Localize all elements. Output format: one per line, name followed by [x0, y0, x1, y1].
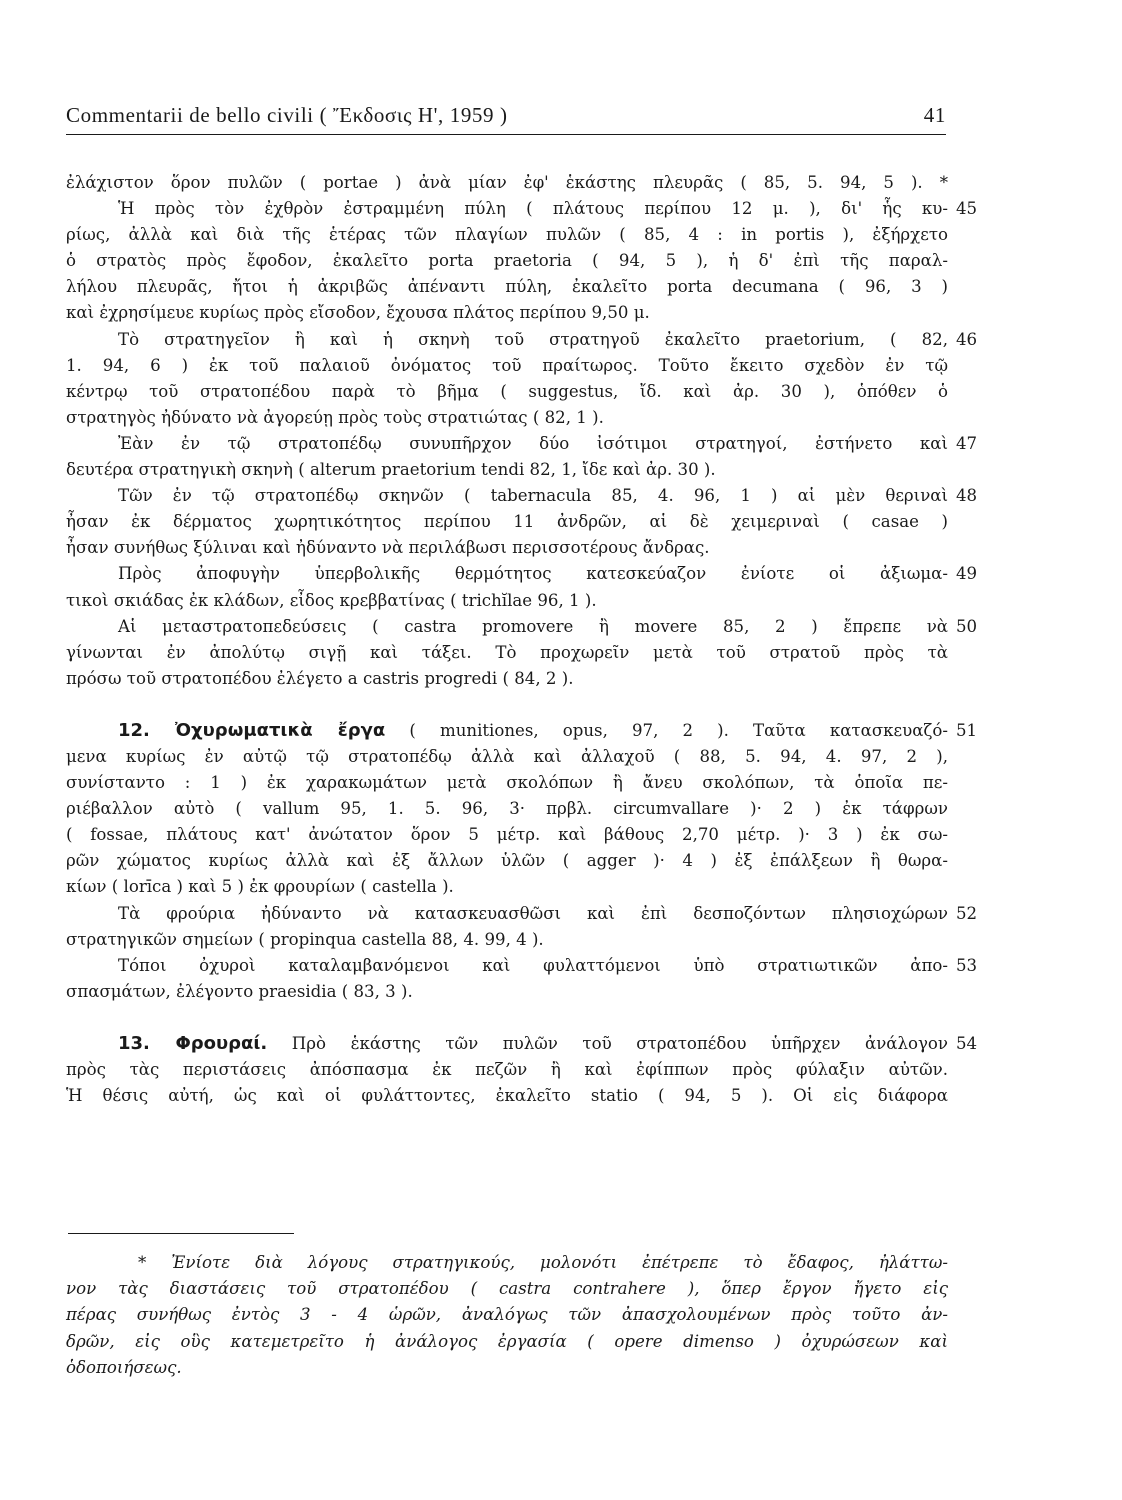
text-line: μενα κυρίως ἐν αὐτῷ τῷ στρατοπέδῳ ἀλλὰ καὶ ἀλλαχοῦ ( 88, 5. 94, 4. 97, 2 ), — [66, 746, 948, 766]
text-line: ἦσαν ἐκ δέρματος χωρητικότητος περίπου 11 ἀνδρῶν, αἱ δὲ χειμεριναὶ ( casae ) — [66, 512, 948, 532]
text-line: Αἱ μεταστρατοπεδεύσεις ( castra promovere ἢ movere 85, 2 ) ἔπρεπε νὰ 50 — [66, 614, 948, 640]
main-text — [66, 170, 978, 1109]
footnote-line: πέρας συνήθως ἐντὸς 3 - 4 ὡρῶν, ἀναλόγως τῶν ἀπασχολουμένων πρὸς τοῦτο ἀν- — [66, 1305, 948, 1325]
margin-number: 47 — [956, 433, 978, 453]
text-line: Τὸ στρατηγεῖον ἢ καὶ ἡ σκηνὴ τοῦ στρατηγοῦ ἐκαλεῖτο praetorium, ( 82, 46 — [66, 327, 948, 353]
text-line: λήλου πλευρᾶς, ἤτοι ἡ ἀκριβῶς ἀπέναντι πύλη, ἐκαλεῖτο porta decumana ( 96, 3 ) — [66, 277, 948, 297]
text-line: σπασμάτων, ἐλέγοντο praesidia ( 83, 3 ). — [66, 981, 413, 1001]
text-line: Ἡ θέσις αὐτή, ὡς καὶ οἱ φυλάττοντες, ἐκαλεῖτο statio ( 94, 5 ). Οἱ εἰς διάφορα — [66, 1086, 948, 1106]
text-line: ὁ στρατὸς πρὸς ἔφοδον, ἐκαλεῖτο porta praetoria ( 94, 5 ), ἡ δ' ἐπὶ τῆς παραλ- — [66, 251, 948, 271]
text-line: στρατηγικῶν σημείων ( propinqua castella 88, 4. 99, 4 ). — [66, 929, 544, 949]
text-line: ρίως, ἀλλὰ καὶ διὰ τῆς ἑτέρας τῶν πλαγίων πυλῶν ( 85, 4 : in portis ), ἐξήρχετο — [66, 225, 948, 245]
margin-number: 51 — [956, 720, 978, 740]
section-heading: 12. Ὀχυρωματικὰ ἔργα — [118, 719, 386, 741]
footnote-line: ὁδοποιήσεως. — [66, 1357, 182, 1377]
margin-number: 45 — [956, 199, 978, 219]
running-title: Commentarii de bello civili ( Ἔκδοσις Η', 1959 ) — [66, 103, 508, 127]
text-line: πρὸς τὰς περιστάσεις ἀπόσπασμα ἐκ πεζῶν ἢ καὶ ἐφίππων πρὸς φύλαξιν αὐτῶν. — [66, 1060, 948, 1079]
margin-number: 46 — [956, 329, 978, 349]
footnote-line: δρῶν, εἰς οὓς κατεμετρεῖτο ἡ ἀνάλογος ἐργασία ( opere dimenso ) ὀχυρώσεων καὶ — [66, 1331, 948, 1351]
text-line: Ἡ πρὸς τὸν ἐχθρὸν ἐστραμμένη πύλη ( πλάτους περίπου 12 μ. ), δι' ἧς κυ- 45 — [66, 196, 948, 222]
text-line: ( fossae, πλάτους κατ' ἀνώτατον ὅρον 5 μέτρ. καὶ βάθους 2,70 μέτρ. )· 3 ) ἐκ σω- — [66, 825, 948, 845]
margin-number: 52 — [956, 903, 978, 923]
text-line: κέντρῳ τοῦ στρατοπέδου παρὰ τὸ βῆμα ( suggestus, ἴδ. καὶ ἀρ. 30 ), ὁπόθεν ὁ — [66, 381, 948, 401]
text-line: ριέβαλλον αὐτὸ ( vallum 95, 1. 5. 96, 3· πρβλ. circumvallare )· 2 ) ἐκ τάφρων — [66, 799, 948, 819]
text-line: Τὰ φρούρια ἠδύναντο νὰ κατασκευασθῶσι καὶ ἐπὶ δεσποζόντων πλησιοχώρων 52 — [66, 901, 948, 927]
text-line: Ἐὰν ἐν τῷ στρατοπέδῳ συνυπῆρχον δύο ἰσότιμοι στρατηγοί, ἐστήνετο καὶ 47 — [66, 431, 948, 457]
text-line: συνίσταντο : 1 ) ἐκ χαρακωμάτων μετὰ σκολόπων ἢ ἄνευ σκολόπων, τὰ ὁποῖα πε- — [66, 773, 948, 793]
margin-number: 53 — [956, 955, 978, 975]
margin-number: 49 — [956, 564, 978, 584]
text-line: ἦσαν συνήθως ξύλιναι καὶ ἠδύναντο νὰ περιλάβωσι περισσοτέρους ἄνδρας. — [66, 538, 710, 558]
text-line: 1. 94, 6 ) ἐκ τοῦ παλαιοῦ ὀνόματος τοῦ πραίτωρος. Τοῦτο ἔκειτο σχεδὸν ἐν τῷ — [66, 355, 948, 375]
text-line: Τῶν ἐν τῷ στρατοπέδῳ σκηνῶν ( tabernacula 85, 4. 96, 1 ) αἱ μὲν θεριναὶ 48 — [66, 483, 948, 509]
text-line: ρῶν χώματος κυρίως ἀλλὰ καὶ ἐξ ἄλλων ὑλῶν ( agger )· 4 ) ἐξ ἐπάλξεων ἢ θωρα- — [66, 851, 948, 871]
footnote-line: νον τὰς διαστάσεις τοῦ στρατοπέδου ( castra contrahere ), ὅπερ ἔργον ἤγετο εἰς — [66, 1279, 948, 1299]
section-12-heading-line: 12. Ὀχυρωματικὰ ἔργα ( munitiones, opus, 97, 2 ). Ταῦτα κατασκευαζό- 51 — [66, 718, 948, 744]
text-line: ἐλάχιστον ὅρον πυλῶν ( portae ) ἀνὰ μίαν ἐφ' ἑκάστης πλευρᾶς ( 85, 5. 94, 5 ). * — [66, 173, 948, 192]
section-heading: 13. Φρουραί. — [118, 1032, 268, 1054]
text-line: δευτέρα στρατηγικὴ σκηνὴ ( alterum praetorium tendi 82, 1, ἴδε καὶ ἀρ. 30 ). — [66, 460, 716, 480]
text-line: Τόποι ὀχυροὶ καταλαμβανόμενοι καὶ φυλαττόμενοι ὑπὸ στρατιωτικῶν ἀπο- 53 — [66, 953, 948, 979]
margin-number: 50 — [956, 616, 978, 636]
footnote-line: * Ἐνίοτε διὰ λόγους στρατηγικούς, μολονότι ἐπέτρεπε τὸ ἔδαφος, ἠλάττω- — [138, 1253, 948, 1272]
section-13-heading-line: 13. Φρουραί. Πρὸ ἑκάστης τῶν πυλῶν τοῦ στρατοπέδου ὑπῆρχεν ἀνάλογον 54 — [66, 1031, 948, 1057]
text-line: καὶ ἐχρησίμευε κυρίως πρὸς εἴσοδον, ἔχουσα πλάτος περίπου 9,50 μ. — [66, 303, 650, 323]
margin-number: 54 — [956, 1033, 978, 1053]
text-line: στρατηγὸς ἠδύνατο νὰ ἀγορεύῃ πρὸς τοὺς στρατιώτας ( 82, 1 ). — [66, 407, 604, 427]
text-line: γίνωνται ἐν ἀπολύτῳ σιγῇ καὶ τάξει. Τὸ προχωρεῖν μετὰ τοῦ στρατοῦ πρὸς τὰ — [66, 642, 948, 662]
text-line: Πρὸς ἀποφυγὴν ὑπερβολικῆς θερμότητος κατεσκεύαζον ἐνίοτε οἱ ἀξιωμα- 49 — [66, 561, 948, 587]
margin-number: 48 — [956, 486, 978, 506]
running-header — [66, 100, 946, 135]
page-number: 41 — [923, 103, 946, 127]
text-line: κίων ( lorīca ) καὶ 5 ) ἐκ φρουρίων ( castella ). — [66, 877, 454, 897]
footnote-rule — [68, 1233, 294, 1234]
text-line: πρόσω τοῦ στρατοπέδου ἐλέγετο a castris progredi ( 84, 2 ). — [66, 668, 574, 688]
footnote — [66, 1250, 948, 1381]
text-line: τικοὶ σκιάδας ἐκ κλάδων, εἶδος κρεββατίνας ( trichĭlae 96, 1 ). — [66, 590, 597, 610]
